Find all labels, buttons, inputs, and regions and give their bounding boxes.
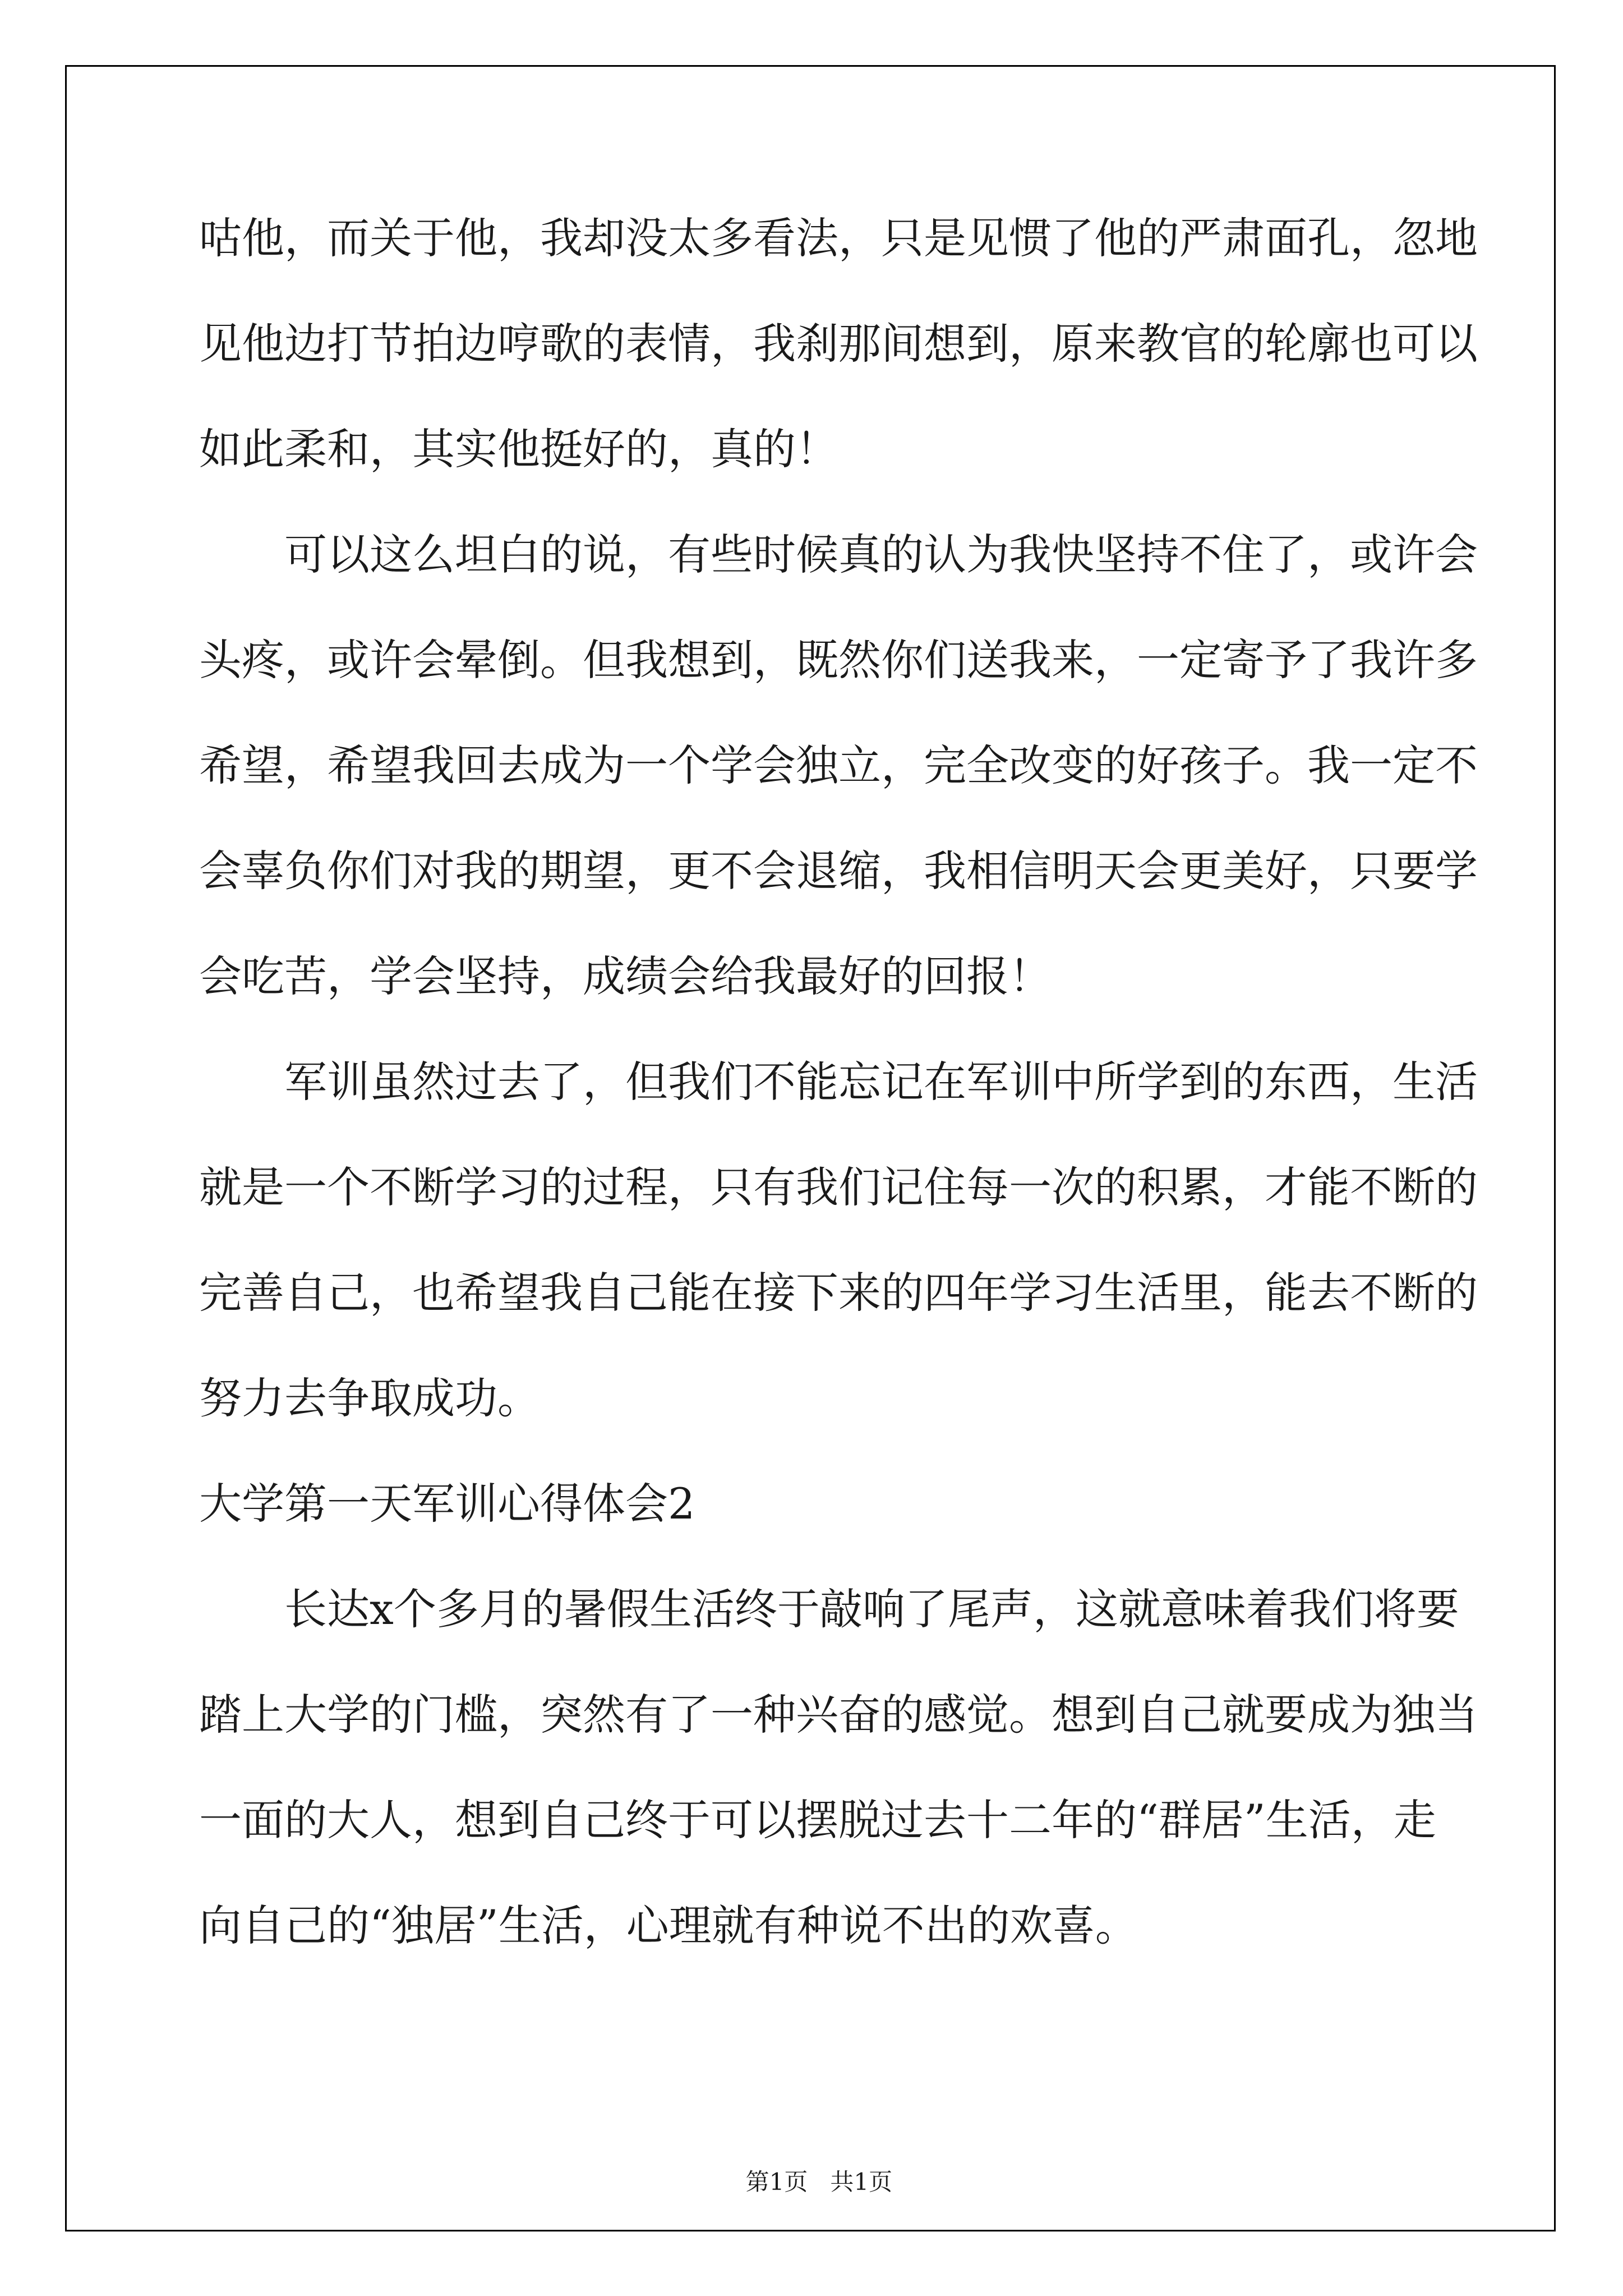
- paragraph-line: 踏上大学的门槛，突然有了一种兴奋的感觉。想到自己就要成为独当: [199, 1690, 1478, 1740]
- paragraph-line: 就是一个不断学习的过程，只有我们记住每一次的积累，才能不断的: [199, 1162, 1478, 1212]
- section-heading: 大学第一天军训心得体会2: [199, 1479, 695, 1529]
- paragraph-line: 努力去争取成功。: [199, 1373, 540, 1423]
- paragraph-line: 长达x个多月的暑假生活终于敲响了尾声，这就意味着我们将要: [284, 1584, 1459, 1634]
- paragraph-line: 一面的大人，想到自己终于可以摆脱过去十二年的“群居”生活，走: [199, 1795, 1436, 1845]
- paragraph-line: 见他边打节拍边哼歌的表情，我刹那间想到，原来教官的轮廓也可以: [199, 319, 1478, 369]
- paragraph-line: 头疼，或许会晕倒。但我想到，既然你们送我来，一定寄予了我许多: [199, 635, 1478, 685]
- paragraph-line: 希望，希望我回去成为一个学会独立，完全改变的好孩子。我一定不: [199, 740, 1478, 790]
- paragraph-line: 可以这么坦白的说，有些时候真的认为我快坚持不住了，或许会: [284, 530, 1478, 579]
- page-footer: [0, 2132, 1623, 2199]
- paragraph-line: 如此柔和，其实他挺好的，真的！: [199, 424, 838, 474]
- paragraph-line: 军训虽然过去了，但我们不能忘记在军训中所学到的东西，生活: [284, 1057, 1478, 1107]
- paragraph-line: 完善自己，也希望我自己能在接下来的四年学习生活里，能去不断的: [199, 1268, 1478, 1318]
- paragraph-line: 咕他，而关于他，我却没太多看法，只是见惯了他的严肃面孔，忽地: [199, 213, 1478, 263]
- paragraph-line: 会吃苦，学会坚持，成绩会给我最好的回报！: [199, 951, 1052, 1001]
- paragraph-line: 会辜负你们对我的期望，更不会退缩，我相信明天会更美好，只要学: [199, 846, 1478, 896]
- page-number-indicator: 第1页 共1页: [745, 2168, 893, 2196]
- paragraph-line: 向自己的“独居”生活，心理就有种说不出的欢喜。: [199, 1901, 1138, 1950]
